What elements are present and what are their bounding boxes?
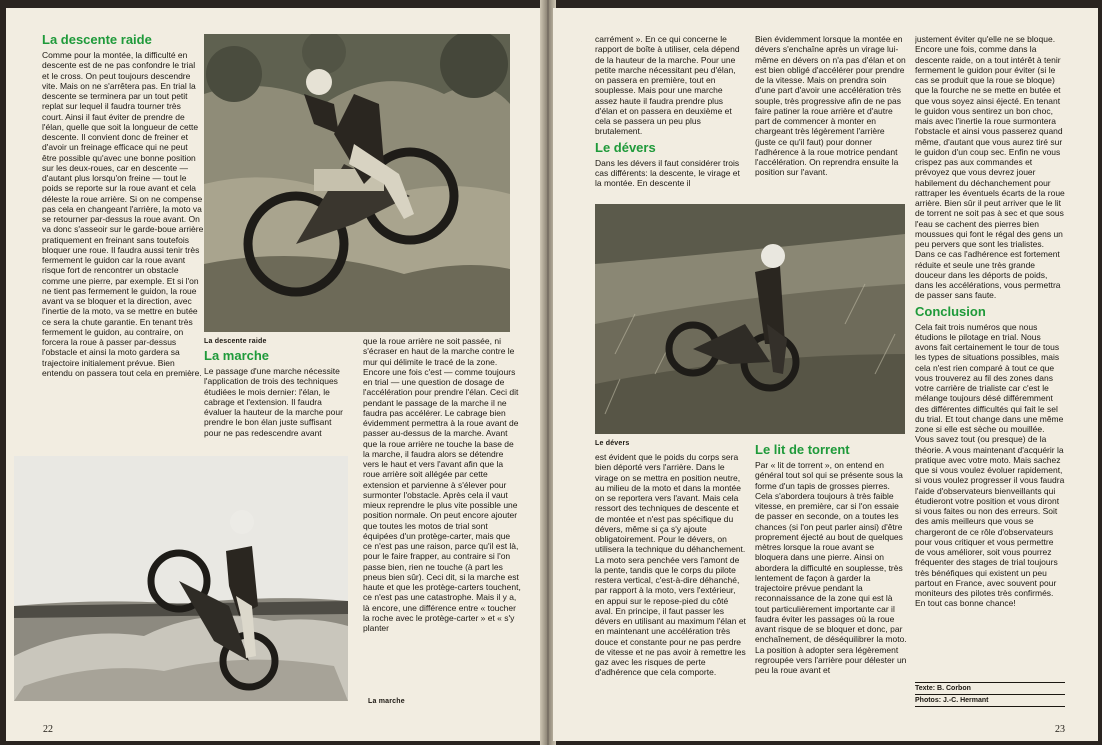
text-marche-fin: carrément ». En ce qui concerne le rapport de boîte à utiliser, cela dépend de la hauteur de la marche. Pour une petite marche nécessitant peu d'élan, on passera en première, tout en souplesse. Mais pour une marche assez haute il faudra prendre plus d'élan et on passera en deuxième et cela se passera un peu plus brutalement. [595, 34, 740, 137]
text-conclusion: Cela fait trois numéros que nous étudions le pilotage en trial. Nous avons fait certainement le tour de tous les types de situations possibles, mais cela n'est rien comparé à tout ce que vous trouverez au fil des zones dans votre carrière de trialiste car c'est le mélange toujours désé différemment des différentes difficultés qui fait le sel du trial. Et tout change dans une même zone si elle est sèche ou mouillée. Vous savez tout (ou presque) de la théorie. A vous maintenant d'acquérir la pratique avec votre moto. Mais sachez que si vous voulez évoluer rapidement, si vous voulez progresser il vous faudra l'aide d'observateurs bienveillants qui étudieront votre position et vous diront si vous faites ou non des erreurs. Soit des amis meilleurs que vous se chargeront de ce rôle d'observateurs pour vous critiquer et vous permettre de vous améliorer, soit vous pourrez fréquenter des stages de trial toujours très bénéfiques qui existent un peu partout en France, avec souvent pour moniteurs des pilotes très confirmés. En tout cas bonne chance! [915, 321, 1065, 609]
text-marche-suite: que la roue arrière ne soit passée, ni s'écraser en haut de la marche contre le mur qui délimite le tracé de la zone. Encore une fois c'est — comme toujours en trial — une question de dosage de l'accélération pour prendre l'élan. Ceci dit pendant le passage de la marche il ne faudra pas accélérer. Le cabrage bien évidemment permettra à la roue avant de passer au-dessus de la marche. Avant que la roue arrière ne touche la base de la marche, il faudra alors se détendre vers le haut et vers l'avant afin que la roue arrière soit allégée par cette extension et parvienne à s'élever pour surmonter l'obstacle. Après cela il vaut mieux reprendre le plus vite possible une position normale. On peut encore ajouter que toutes les motos de trial sont équipées d'un protège-carter, mais que ce n'est pas une raison, parce qu'il est là, pour le faire frapper, au contraire si l'on passe bien, rien ne touche (à part les pneus bien sûr). Ceci dit, si la marche est haute et que les protège-carters touchent, ce n'est pas une catastrophe. Mais il y a, là encore, une différence entre « toucher la roche avec le protège-carter » et « s'y planter [363, 336, 521, 633]
photo-le-devers [595, 204, 905, 434]
column-devers-montee [755, 34, 907, 209]
column-torrent-conclusion [915, 34, 1065, 674]
page-number-left: 22 [43, 724, 53, 735]
credit-photos: Photos: J.-C. Hermant [915, 694, 1065, 707]
text-lit-de-torrent: Par « lit de torrent », on entend en général tout sol qui se présente sous la forme d'un tapis de grosses pierres. Cela s'abordera toujours à très faible vitesse, en première, car si l'on essaie de passer en seconde, on a toutes les chances (si l'on peut parler ainsi) d'être proprement éjecté au bout de quelques mètres lorsque la roue avant se bloquera dans une pierre. Ainsi on abordera la difficulté en souplesse, très lentement de façon à garder la trajectoire prévue pendant la reconnaissance de la zone qui est là tout particulièrement importante car il faudra éviter les passages où la roue avant risque de se bloquer et donc, par enchaînement, de déséquilibrer la moto. La position à adopter sera légèrement regroupée vers l'arrière pour délester un peu la roue avant et [755, 460, 907, 675]
column-marche-suite [363, 336, 521, 698]
page-number-right: 23 [1055, 724, 1065, 735]
right-page [553, 8, 1098, 741]
column-marche-fin [595, 34, 747, 209]
credit-texte: Texte: B. Corbon [915, 682, 1065, 692]
photo-descente-raide [204, 34, 510, 332]
caption-la-marche: La marche [368, 698, 405, 705]
column-marche [204, 348, 349, 458]
text-devers-montee: Bien évidemment lorsque la montée en dévers s'enchaîne après un virage lui-même en dévers on n'a pas d'élan et on est bien obligé d'accélérer pour prendre de la vitesse. Mais on prendra soin d'une part d'avoir une accélération très souple, très progressive afin de ne pas faire patiner la roue arrière et d'autre part de commencer à monter en chargeant très légèrement l'arrière (juste ce qu'il faut) pour donner l'adhérence à la roue motrice pendant l'accélération. On reprendra ensuite la position sur l'avant. [755, 34, 906, 178]
heading-la-marche: La marche [204, 348, 270, 363]
column-devers-suite [595, 452, 747, 741]
caption-le-devers: Le dévers [595, 440, 630, 447]
left-page [6, 8, 543, 741]
text-la-marche: Le passage d'une marche nécessite l'application de trois des techniques étudiées le mois dernier: l'élan, le cabrage et l'extension. Il faudra évaluer la hauteur de la marche pour prendre le bon élan juste suffisant pour ne pas redescendre avant [204, 366, 343, 438]
text-le-devers: Dans les dévers il faut considérer trois cas différents: la descente, le virage et la montée. En descente il [595, 157, 740, 188]
heading-le-devers: Le dévers [595, 139, 656, 155]
photo-la-marche [14, 456, 348, 701]
heading-conclusion: Conclusion [915, 303, 986, 319]
heading-descente-raide: La descente raide [42, 32, 152, 47]
heading-lit-de-torrent: Le lit de torrent [755, 442, 850, 457]
text-devers-suite: est évident que le poids du corps sera bien déporté vers l'arrière. Dans le virage on se mettra en position neutre, au milieu de la moto et dans la montée on se reportera vers l'avant. Mais cela ressort des techniques de descente et de montée et n'est pas spécifique du dévers, même si ça s'y ajoute obligatoirement. Pour le dévers, on utilisera la technique du déhanchement. La moto sera penchée vers l'amont de la pente, tandis que le corps du pilote restera vertical, c'est-à-dire déhanché, par rapport à la moto, vers l'extérieur, en appui sur le repose-pied du côté aval. En principe, il faut passer les dévers en utilisant au maximum l'élan et en maintenant une accélération très douce et constante pour ne pas perdre de vitesse et ne pas avoir à remettre les gaz avec les risques de perte d'adhérence que cela comporte. [595, 452, 746, 678]
column-descente [42, 32, 204, 457]
caption-descente-raide: La descente raide [204, 338, 267, 345]
text-descente-raide: Comme pour la montée, la difficulté en descente est de ne pas confondre le trial et le cross. On peut toujours descendre vite. Mais on ne s'arrêtera pas. En trial la descente se terminera par un tout petit replat sur lequel il faudra tourner très court. Ainsi il faut éviter de prendre de l'élan, quelle que soit la longueur de cette descente. Il convient donc de freiner et d'avoir un freinage efficace qui ne peut être possible qu'avec une bonne position sur les deux-roues, car en descente — d'autant plus lorsqu'on freine — tout le poids se reporte sur la roue avant et cela déleste la roue arrière. Si on ne compense pas cela en changeant l'arrière, la moto va se retourner par-dessus la roue avant. On va donc s'asseoir sur le garde-boue arrière pratiquement en freinant sans toutefois bloquer une roue. Il faudra aussi tenir très fermement le guidon car la roue avant risque fort de rencontrer un obstacle comme une pierre, par exemple. Et si l'on ne tient pas fermement le guidon, la roue avant va se bloquer et la direction, avec l'inertie de la moto, va se mettre en butée ce sera la chute garantie. En tenant très fermement le guidon, au contraire, on forcera la roue à passer par-dessus l'obstacle et ainsi la moto gardera sa trajectoire initialement prévue. Bien entendu on passera tout cela en première. [42, 50, 204, 378]
column-lit-de-torrent [755, 442, 907, 741]
text-torrent-suite: justement éviter qu'elle ne se bloque. Encore une fois, comme dans la descente raide, on a tout intérêt à tenir fermement le guidon pour éviter (si le cas se produit que la roue se bloque) que la fourche ne se mette en butée et que vous soyez ainsi éjecté. En tenant le guidon vous sentirez un bon choc, mais avec l'inertie la roue surmontera l'obstacle et ainsi vous passerez quand même, d'autant que vous aurez tiré sur le guidon d'un coup sec. Enfin ne vous crispez pas aux commandes et prévoyez que vous devrez jouer habilement du déchanchement pour rattraper les éventuels écarts de la roue arrière. Bien sûr il peut arriver que le lit de torrent ne soit pas à sec et que sous l'eau se cachent des pierres bien moussues qui font le régal des gens un peu pervers que sont les trialistes. Dans ce cas l'adhérence est fortement réduite et seule une très grande douceur dans les déports de poids, dans les accélérations, vous permettra de passer sans faute. [915, 34, 1065, 301]
